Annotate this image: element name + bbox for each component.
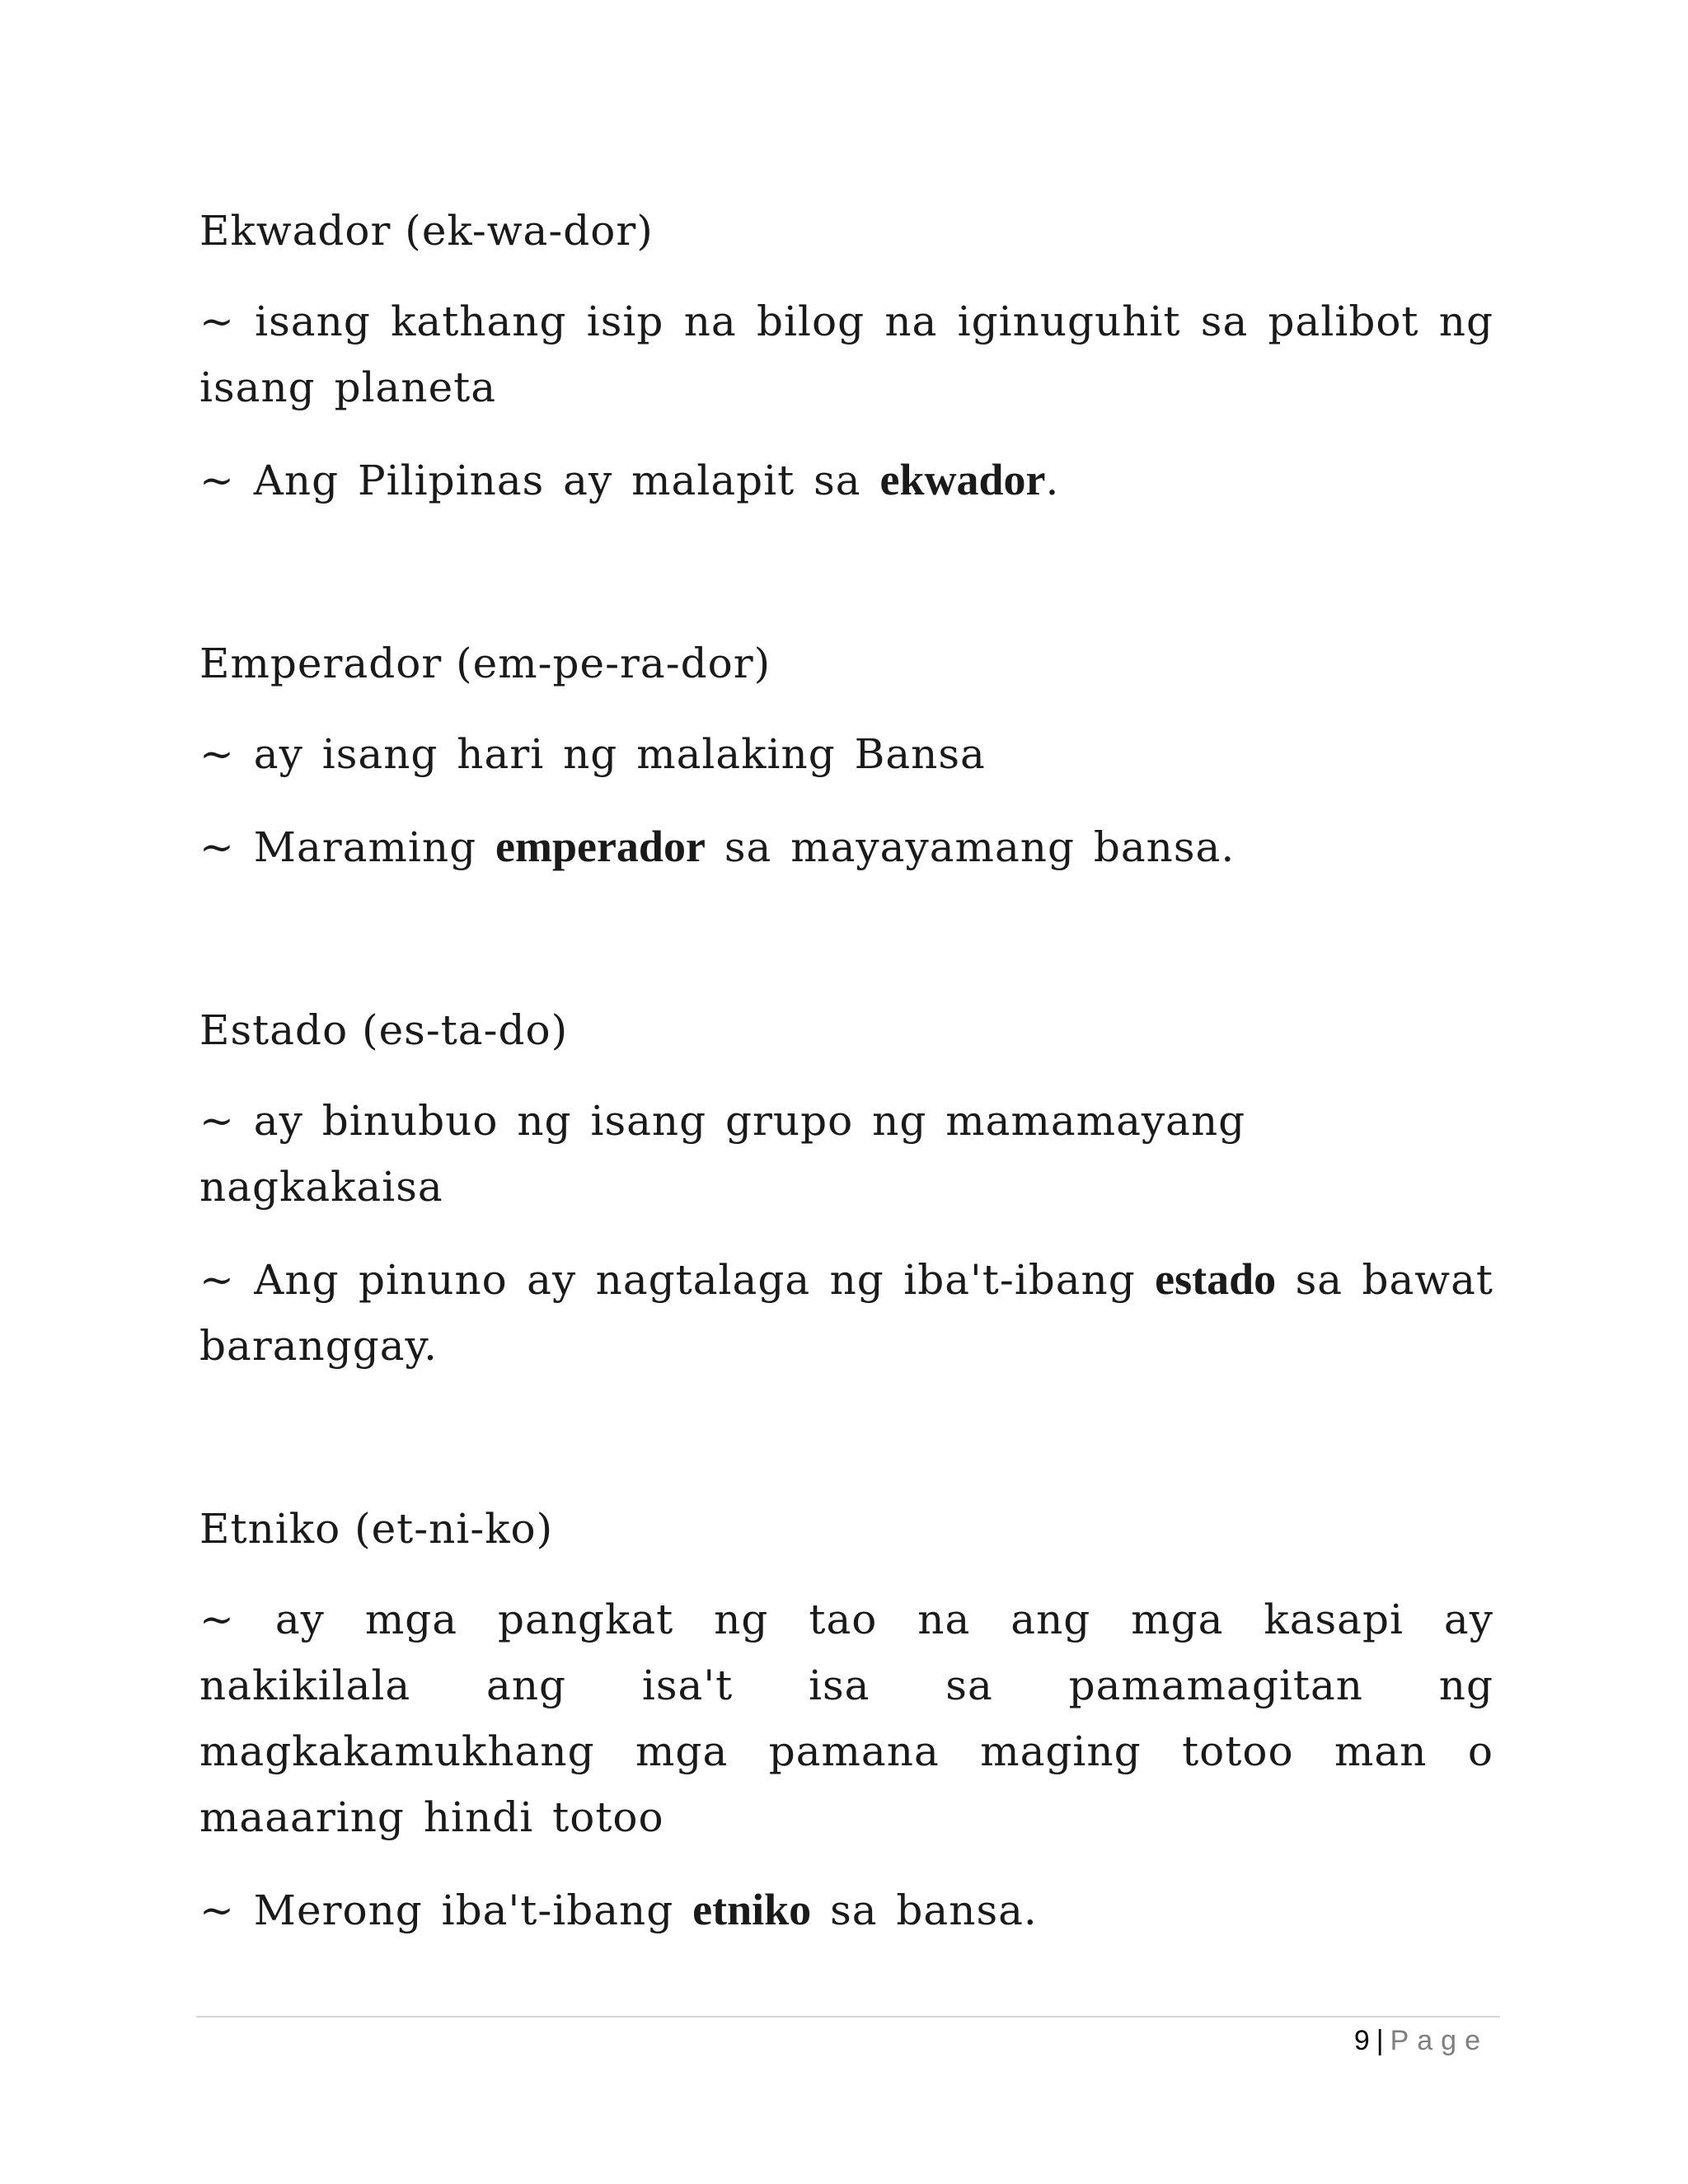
entry-term: Ekwador (ek-wa-dor) [199, 207, 654, 255]
example-keyword: ekwador [879, 455, 1046, 504]
example-text: sa mayayamang bansa. [705, 823, 1236, 871]
example-text: ~ Ang Pilipinas ay malapit sa [199, 457, 880, 504]
example-keyword: etniko [692, 1885, 812, 1934]
example-text: sa bawat baranggay. [199, 1256, 1493, 1370]
entry-definition: ~ ay mga pangkat ng tao na ang mga kasapi ay nakikilala ang isa't isa sa pamamagitan ng magkakamukhang mga pamana maging totoo man o maaaring hindi totoo [199, 1596, 1493, 1841]
entry-example [199, 1246, 1493, 1379]
entry-example [199, 447, 1493, 513]
example-text: sa bansa. [811, 1886, 1038, 1934]
example-keyword: estado [1155, 1254, 1277, 1304]
glossary-entry-etniko [199, 1496, 1493, 1943]
entry-definition: ~ isang kathang isip na bilog na iginuguhit sa palibot ng isang planeta [199, 298, 1493, 411]
glossary-entry-estado [199, 997, 1493, 1379]
entry-term: Estado (es-ta-do) [199, 1006, 569, 1054]
glossary-entry-emperador [199, 630, 1493, 880]
example-text: . [1045, 457, 1060, 504]
entry-definition: ~ ay binubuo ng isang grupo ng mamamayang nagkakaisa [199, 1097, 1246, 1211]
glossary-entry-ekwador [199, 198, 1493, 513]
entry-term: Emperador (em-pe-ra-dor) [199, 640, 771, 687]
spacer [199, 1405, 1493, 1496]
example-text: ~ Merong iba't-ibang [199, 1886, 693, 1934]
entry-definition: ~ ay isang hari ng malaking Bansa [199, 730, 986, 778]
page-label: Page [1390, 2025, 1489, 2056]
page-footer [1354, 2021, 1489, 2060]
footer-divider [196, 2016, 1500, 2018]
entry-term: Etniko (et-ni-ko) [199, 1505, 554, 1553]
page-number: 9 [1353, 2025, 1370, 2056]
example-keyword: emperador [495, 822, 706, 871]
entry-example [199, 1877, 1493, 1943]
entry-example [199, 813, 1493, 880]
example-text: ~ Ang pinuno ay nagtalaga ng iba't-ibang [199, 1256, 1156, 1304]
spacer [199, 540, 1493, 630]
example-text: ~ Maraming [199, 823, 496, 871]
spacer [199, 907, 1493, 997]
footer-separator: | [1376, 2025, 1384, 2056]
glossary-content [199, 198, 1493, 1970]
